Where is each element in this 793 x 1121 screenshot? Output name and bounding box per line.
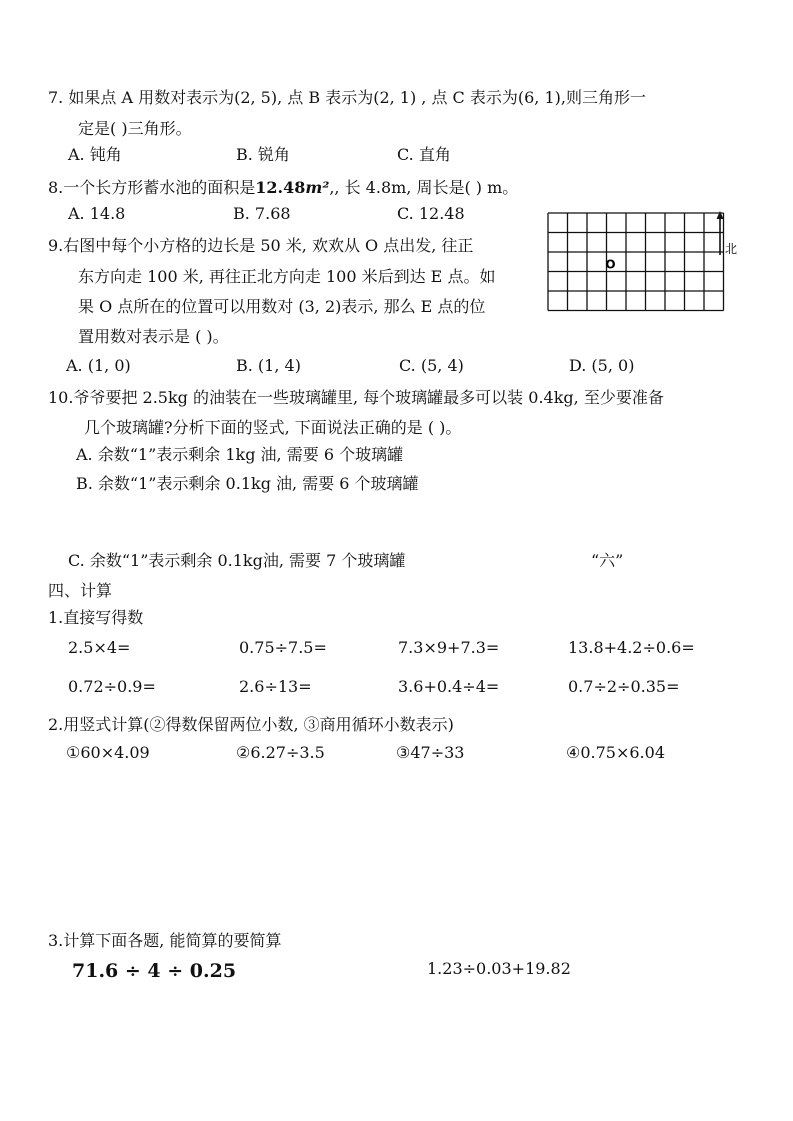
q10-line2: 几个玻璃罐?分析下面的竖式, 下面说法正确的是 ( )。 (84, 418, 462, 437)
p2-title: 2.用竖式计算(②得数保留两位小数, ③商用循环小数表示) (48, 715, 454, 734)
p1-row1-item1: 2.5×4= (68, 638, 131, 657)
q9-line2: 东方向走 100 米, 再往正北方向走 100 米后到达 E 点。如 (78, 267, 496, 286)
q8-suffix: ,, 长 4.8m, 周长是( ) m。 (329, 178, 519, 197)
q10-stray-text: “六” (591, 551, 624, 570)
p1-row2-item2: 2.6÷13= (239, 677, 312, 696)
p3-title: 3.计算下面各题, 能简算的要简算 (48, 931, 282, 950)
q9-option-a: A. (1, 0) (66, 356, 131, 375)
p2-item3: ③47÷33 (396, 743, 465, 762)
grid-lines (548, 213, 724, 311)
q8-option-b: B. 7.68 (233, 204, 291, 223)
q8-option-a: A. 14.8 (68, 204, 126, 223)
p1-row1-item4: 13.8+4.2÷0.6= (568, 638, 695, 657)
p1-title: 1.直接写得数 (48, 608, 144, 627)
q9-option-b: B. (1, 4) (236, 356, 301, 375)
q9-grid-figure (546, 211, 746, 321)
p1-row1-item2: 0.75÷7.5= (239, 638, 327, 657)
p1-row2-item1: 0.72÷0.9= (68, 677, 156, 696)
grid-point-label: O (605, 257, 616, 272)
q8-area-value: 12.48 (255, 178, 306, 197)
q7-line2: 定是( )三角形。 (78, 119, 192, 138)
q8-option-c: C. 12.48 (397, 204, 465, 223)
q9-option-d: D. (5, 0) (569, 356, 635, 375)
q9-line3: 果 O 点所在的位置可以用数对 (3, 2)表示, 那么 E 点的位 (78, 297, 486, 316)
p2-item2: ②6.27÷3.5 (236, 743, 325, 762)
q10-line1: 10.爷爷要把 2.5kg 的油装在一些玻璃罐里, 每个玻璃罐最多可以装 0.4kg, 至少要准备 (48, 388, 664, 407)
q9-line1: 9.右图中每个小方格的边长是 50 米, 欢欢从 O 点出发, 往正 (48, 236, 474, 255)
p1-row1-item3: 7.3×9+7.3= (398, 638, 500, 657)
q7-option-c: C. 直角 (397, 145, 451, 164)
grid-svg (546, 211, 746, 321)
p3-item2: 1.23÷0.03+19.82 (427, 959, 571, 978)
q9-option-c: C. (5, 4) (399, 356, 464, 375)
q8-line (48, 180, 518, 196)
p2-item1: ①60×4.09 (66, 743, 150, 762)
q9-line4: 置用数对表示是 ( )。 (78, 327, 229, 346)
q8-prefix: 8.一个长方形蓄水池的面积是 (48, 178, 256, 197)
north-label: 北 (725, 242, 738, 256)
q10-option-c: C. 余数“1”表示剩余 0.1kg油, 需要 7 个玻璃罐 (68, 551, 406, 570)
section4-title: 四、计算 (48, 581, 113, 600)
p1-row2-item3: 3.6+0.4÷4= (398, 677, 500, 696)
p2-item4: ④0.75×6.04 (566, 743, 665, 762)
q7-option-a: A. 钝角 (68, 145, 122, 164)
q8-area-unit: m² (305, 178, 330, 197)
p3-item1: 71.6 ÷ 4 ÷ 0.25 (72, 960, 237, 982)
q10-option-a: A. 余数“1”表示剩余 1kg 油, 需要 6 个玻璃罐 (76, 445, 404, 464)
q7-option-b: B. 锐角 (236, 145, 290, 164)
p1-row2-item4: 0.7÷2÷0.35= (568, 677, 680, 696)
q10-option-b: B. 余数“1”表示剩余 0.1kg 油, 需要 6 个玻璃罐 (76, 474, 419, 493)
q7-line1: 7. 如果点 A 用数对表示为(2, 5), 点 B 表示为(2, 1) , 点 C 表示为(6, 1),则三角形一 (48, 88, 646, 107)
